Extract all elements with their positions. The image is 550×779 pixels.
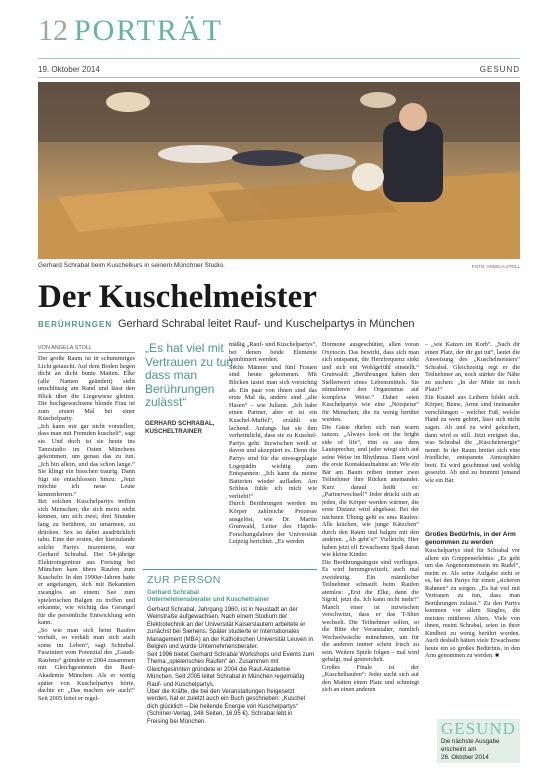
photo-credit: FOTO: ANGELA STOLL: [471, 264, 520, 269]
kicker: BERÜHRUNGEN: [38, 320, 113, 329]
header-divider: [38, 77, 520, 78]
pull-quote: „Es hat viel mit Vertrauen zu tun, dass man Berührungen zulässt“: [145, 341, 237, 409]
issue-date: 19. Oktober 2014: [38, 65, 100, 74]
column-subheading: Großes Bedürfnis, in der Arm genommen zu werden: [425, 531, 516, 546]
article-photo: [38, 82, 520, 259]
subheadline: Gerhard Schrabal leitet Rauf- und Kuschelpartys in München: [118, 318, 415, 330]
info-box-subtitle: Gerhard Schrabal Unternehmensberater und Kuscheltrainer: [147, 589, 270, 604]
gesund-teaser-title: GESUND: [441, 719, 516, 738]
article-column-4: – „wie Katzen im Korb“. „Such dir einen Platz, der dir gut tut“, lautet die Anweisung des „Kuschelmeisters“ Schrabal. Gleichzeitig regt er die Teilnehmer an, noch stärker die Nähe zu suchen: „In der Mitte ist noch Platz!“ Ein Knäuel aus Leibern bildet sich. Körper, Beine, Arme sind ineinander verschlungen – welcher Fuß, welche Hand zu wem gehört, lässt sich nicht sagen. Ab und zu wird gekichert, dann wird es still. Jetzt ereignet das, was Schrabal die „Kuschelenergie“ nennt: In der Raum breitet sich eine friedliche, entspannte Atmosphäre breit. Es wird geschmust und wohlig geseufzt. Ab und zu brummt jemand wie ein Bär.: [425, 341, 520, 484]
article-column-3: Hormone ausgeschüttet, allen voran Oxytocin. Das bewirkt, dass sich man sich entspannt, die Herzfrequenz sinkt und sich ein Wohlgefühl einstellt.“ Grunwald: „Berührungen haben den Stellenwert eines Lebensmittels. Sie stimulieren den Organismus auf komplexe Weise.“ Daher seien Kuschelpartys wie eine „Notspeise“ für Menschen, die zu wenig berührt werden. Die Gäste dürfen sich nun warm tanzen. „Always look on the bright side of life“, tönt es aus dem Lautsprecher, und jeder wiegt sich auf seine Weise im Rhythmus. Dann wird die erste Kontaktaufnahme an: Wie ein Bär am Baum reiben immer zwei Teilnehmer ihre Rücken aneinander. Kurz darauf heißt es: „Partnerwechsel!“ Jeder drückt sich an jeden, die Körper werden wärmer, die erste Distanz wird abgebaut. Bei der nächsten Übung geht es ums Raufen: Alle krächen, wie junge Kätzchen“ durch den Raum und balgen mit den anderen. „Ab geht’s!“ Vielleicht, Hier haben jetzt elf Erwachsene Spaß daran wie kleine Kinder. Die Berührungsängste sind verflogen. Es wird herumgewitzelt, auch mal zweideutig. Ein männlicher Teilnehmer schnauft beim Raufen atemlos: „Erst die Elke, dann die Sigrid, jetzt du. Ich kann nicht mehr!“ Manch einer ist inzwischen verschwitzt, dass er das T-Shirt wechselt. Die Teilnehmer sollen, so die Bitte der Veranstalter, nämlich Wechselwäsche mitnehmen, um für die anderen immer schön frisch zu sein. Weitere Spiele folgen – mal wird gebalgt, mal gestreichelt. Großes Finale ist der „Kuschelhaufen“: Jeder sucht sich auf den Matten einen Platz und schmiegt sich an einen anderen: [322, 341, 419, 693]
byline: VON ANGELA STOLL: [38, 345, 135, 353]
article-column-4b: Kuschelpartys sind für Schrabal vor allem ein Gruppenerlebnis: „Es geht um das Angenommensein im Rudel“, meint er. Als seine Aufgabe sieht er es, bei den Partys für einen „sicheren Rahmen“ zu sorgen. „Es hat viel mit Vertrauen zu tun, dass man Berührungen zulässt.“ Zu den Partys kommen vor allem Singles, die meisten mittleren Alters. Viele von ihnen, meint Schrabal, seien in ihrer Kindheit zu wenig berührt worden. Auch deshalb hätten viele Erwachsene heute ein so großes Bedürfnis, in den Arm genommen zu werden. ■: [425, 548, 520, 659]
rubric-label: GESUND: [479, 65, 520, 74]
info-box-title: ZUR PERSON: [147, 574, 221, 586]
article-column-1: Der große Raum ist in schummriges Licht getaucht. Auf dem Boden liegen dicht an dicht bunte Matten. Elke (alle Namen geändert) steht unschlüssig am Rand und lässt den Blick über die Liegewiese gleiten. Die hochgewachsene blonde Frau ist zum ersten Mal bei einer Kuschelparty. „Ich kann mir gar nicht vorstellen, dass man mit Fremden kuschelt“, sagt sie. Und doch ist sie heute ins Tanzstudio im Osten Münchens gekommen, um genau das zu tun. „Ich bin allein, und das schon lange.“ Sie klingt ein bisschen traurig. Dann fügt sie entschlossen hinzu: „Jetzt möchte ich neue Leute kennenlernen.“ Bei solchen Kuschelpartys treffen sich Menschen, die sich meist nicht kennen, um sich zwei, drei Stunden lang zu berühren, zu umarmen, zu drücken. Sex ist dabei ausdrücklich tabu. Eine der ersten, der hierzulande solche Partys inszenierte, war Gerhard Schrabal. Der 54-jährige Elektroingenieur aus Freising bei München kam übers Raufen zum Kuscheln: In den 1990er-Jahren hatte er angefangen, sich mit Bekannten zwanglos an einem See zum spielerischen Balgen zu treffen und erkannte, wie wichtig das Gerangel für die persönliche Entwicklung sein kann. „So wie man sich beim Raufen verhält, so verhält man sich auch sonst im Leben“, sagt Schrabal. Fasziniert vom Potenzial des „Gaudi-Raufens“ gründete er 2004 zusammen mit Gleichgesinnten die Rauf-Akademie München. Als er wenig später von Kuschelpartys hörte, dachte er: „Das machen wir auch!“ Seit 2005 leitet er regel-: [38, 355, 135, 702]
headline: Der Kuschelmeister: [38, 279, 317, 315]
gesund-teaser-text: Die nächste Ausgabe erscheint am 26. Oktober 2014: [441, 738, 500, 761]
page-number: 12: [38, 14, 68, 47]
photo-illustration: [38, 82, 520, 259]
photo-caption: Gerhard Schrabal beim Kuschelkurs in seinem Münchner Studio.: [38, 262, 225, 269]
article-column-2: mäßig „Rauf- und Kuschelpartys“, bei denen beide Elemente kombiniert werden. Sechs Männer und fünf Frauen sind heute gekommen. Mit Blicken tastet man sich vorsichtig ab. Ein paar von ihnen sind das erste Mal da, andere sind „alte Hasen“ – wie Juliane. „Ich habe einen Partner, aber er ist ein Kuschel-Muffel“, erzählt sie lachend. Anfangs hat sie ihm verheimlicht, dass sie zu Kuschel-Partys geht. Inzwischen weiß er davon und akzeptiert es. Denn die Partys sind für die stressgeplagte Logopädin wichtig zum Entspannen: „Ich kann da meine Batterien wieder aufladen. Am Schluss fühle ich mich wie verliebt!“ Durch Berührungen werden im Körper zahlreiche Prozesse ausgelöst, wie Dr. Martin Grunwald, Leiter des Haptik-Forschungslabors der Universität Leipzig berichtet. „Es werden: [229, 341, 317, 546]
info-box-text: Gerhard Schrabal, Jahrgang 1960, ist in Neustadt an der Weinstraße aufgewachsen. Nach einem Studium der Elektrotechnik an der Universität Kaiserslautern arbeitete er zunächst bei Siemens. Später studierte er Internationales Management (MBA) an der Katholischen Universität Leuven in Belgien und wurde Unternehmensberater. Seit 1996 bietet Gerhard Schrabal Workshops und Events zum Thema „spielerisches Raufen“ an. Zusammen mit Gleichgesinnten gründete er 2004 die Rauf-Akademie München. Seit 2005 leitet Schrabal in München regelmäßig Rauf- und Kuschelpartys. Über die Kräfte, die bei den Veranstaltungen freigesetzt werden, hat er zuletzt auch ein Buch geschrieben: „Kuschel dich glücklich – Die heilende Energie von Kuschelpartys“ (Schirner-Verlag, 248 Seiten, 16,95 €). Schrabal lebt in Freising bei München.: [147, 607, 314, 725]
pull-quote-attribution: GERHARD SCHRABAL, KUSCHELTRAINER: [145, 420, 215, 435]
header-rule: [38, 58, 520, 59]
section-title: PORTRÄT: [74, 14, 223, 47]
